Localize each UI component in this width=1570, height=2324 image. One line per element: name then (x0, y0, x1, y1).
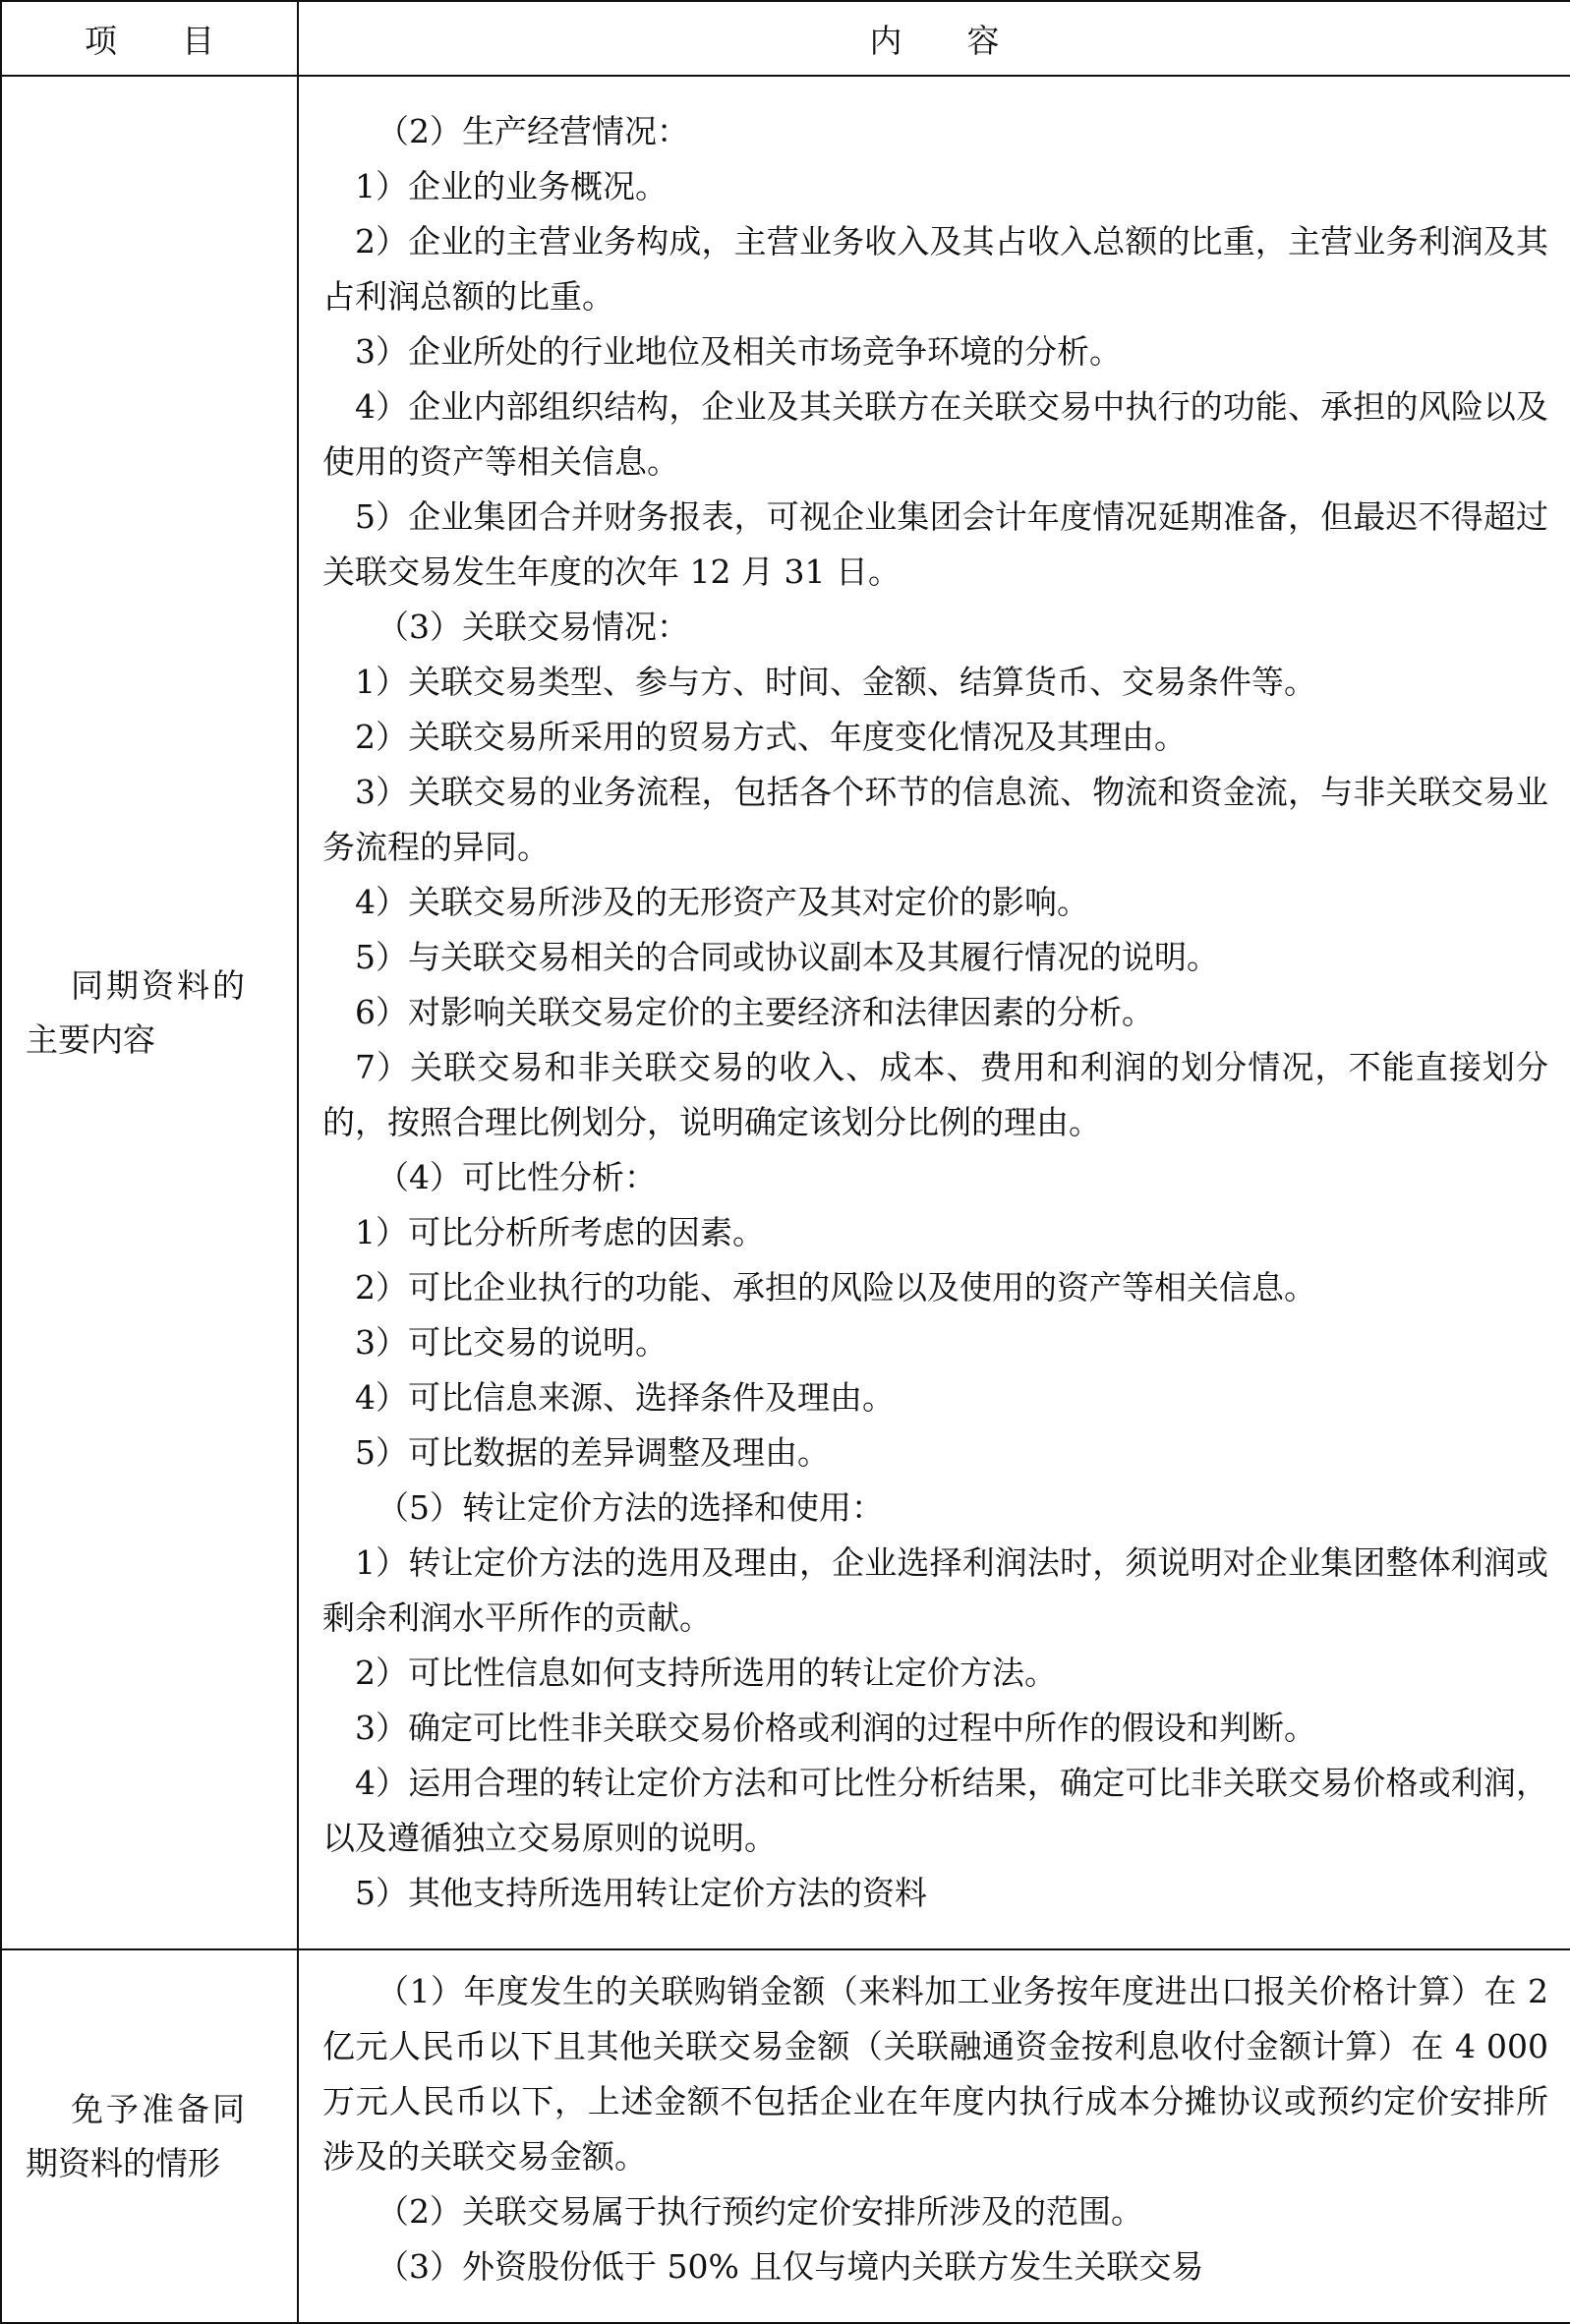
content-paragraph: 2）企业的主营业务构成，主营业务收入及其占收入总额的比重，主营业务利润及其占利润总额的比重。 (322, 222, 1548, 316)
header-content: 内 容 (298, 1, 1570, 76)
content-cell (298, 1949, 1570, 2323)
content-paragraph: 1）可比分析所考虑的因素。 (355, 1213, 765, 1251)
content-paragraph: 4）可比信息来源、选择条件及理由。 (355, 1378, 895, 1417)
content-cell (298, 76, 1570, 1949)
content-paragraph: 4）运用合理的转让定价方法和可比性分析结果，确定可比非关联交易价格或利润，以及遵循独立交易原则的说明。 (322, 1764, 1548, 1857)
content-paragraph: 1）关联交易类型、参与方、时间、金额、结算货币、交易条件等。 (355, 663, 1316, 701)
item-label-line2: 主要内容 (26, 1020, 155, 1059)
header-row (1, 1, 1570, 76)
content-paragraph: 1）转让定价方法的选用及理由，企业选择利润法时，须说明对企业集团整体利润或剩余利润水平所作的贡献。 (322, 1543, 1548, 1637)
content-paragraph: 4）企业内部组织结构，企业及其关联方在关联交易中执行的功能、承担的风险以及使用的资产等相关信息。 (322, 387, 1548, 481)
content-paragraph: 2）可比企业执行的功能、承担的风险以及使用的资产等相关信息。 (355, 1268, 1316, 1307)
item-cell (1, 1949, 298, 2323)
content-paragraph: （3）外资股份低于 50% 且仅与境内关联方发生关联交易 (377, 2247, 1204, 2286)
content-paragraph: 5）与关联交易相关的合同或协议副本及其履行情况的说明。 (355, 938, 1219, 976)
item-label-line1: 同期资料的 (71, 966, 248, 1005)
content-paragraph: 1）企业的业务概况。 (355, 167, 668, 205)
content-paragraph: 5）可比数据的差异调整及理由。 (355, 1433, 830, 1472)
content-paragraph: （4）可比性分析： (377, 1158, 657, 1196)
content-paragraph: （1）年度发生的关联购销金额（来料加工业务按年度进出口报关价格计算）在 2 亿元人民币以下且其他关联交易金额（关联融通资金按利息收付金额计算）在 4 000 万元人民币以下，上述金额不包括企业在年度内执行成本分摊协议或预约定价安排所涉及的关联交易金额。 (322, 1972, 1548, 2176)
item-label-line1: 免予准备同 (71, 2090, 248, 2128)
item-cell (1, 76, 298, 1949)
content-paragraph: 2）关联交易所采用的贸易方式、年度变化情况及其理由。 (355, 718, 1187, 756)
content-paragraph: 7）关联交易和非关联交易的收入、成本、费用和利润的划分情况，不能直接划分的，按照合理比例划分，说明确定该划分比例的理由。 (322, 1048, 1548, 1141)
content-paragraph: 6）对影响关联交易定价的主要经济和法律因素的分析。 (355, 993, 1154, 1031)
table-row (1, 1949, 1570, 2323)
content-paragraph: （5）转让定价方法的选择和使用： (377, 1488, 884, 1527)
content-paragraph: 3）企业所处的行业地位及相关市场竞争环境的分析。 (355, 332, 1122, 371)
content-paragraph: （2）生产经营情况： (377, 112, 689, 150)
content-paragraph: 2）可比性信息如何支持所选用的转让定价方法。 (355, 1654, 1057, 1692)
content-paragraph: 5）企业集团合并财务报表，可视企业集团会计年度情况延期准备，但最迟不得超过关联交易发生年度的次年 12 月 31 日。 (322, 497, 1548, 591)
content-paragraph: 3）确定可比性非关联交易价格或利润的过程中所作的假设和判断。 (355, 1709, 1316, 1747)
content-paragraph: 3）关联交易的业务流程，包括各个环节的信息流、物流和资金流，与非关联交易业务流程的异同。 (322, 773, 1548, 866)
header-item: 项 目 (1, 1, 298, 76)
table-row (1, 76, 1570, 1949)
content-paragraph: 4）关联交易所涉及的无形资产及其对定价的影响。 (355, 883, 1089, 921)
item-label-line2: 期资料的情形 (26, 2144, 220, 2182)
content-paragraph: （2）关联交易属于执行预约定价安排所涉及的范围。 (377, 2192, 1143, 2231)
content-paragraph: 3）可比交易的说明。 (355, 1323, 668, 1362)
content-paragraph: 5）其他支持所选用转让定价方法的资料 (355, 1874, 927, 1912)
content-paragraph: （3）关联交易情况： (377, 608, 689, 646)
